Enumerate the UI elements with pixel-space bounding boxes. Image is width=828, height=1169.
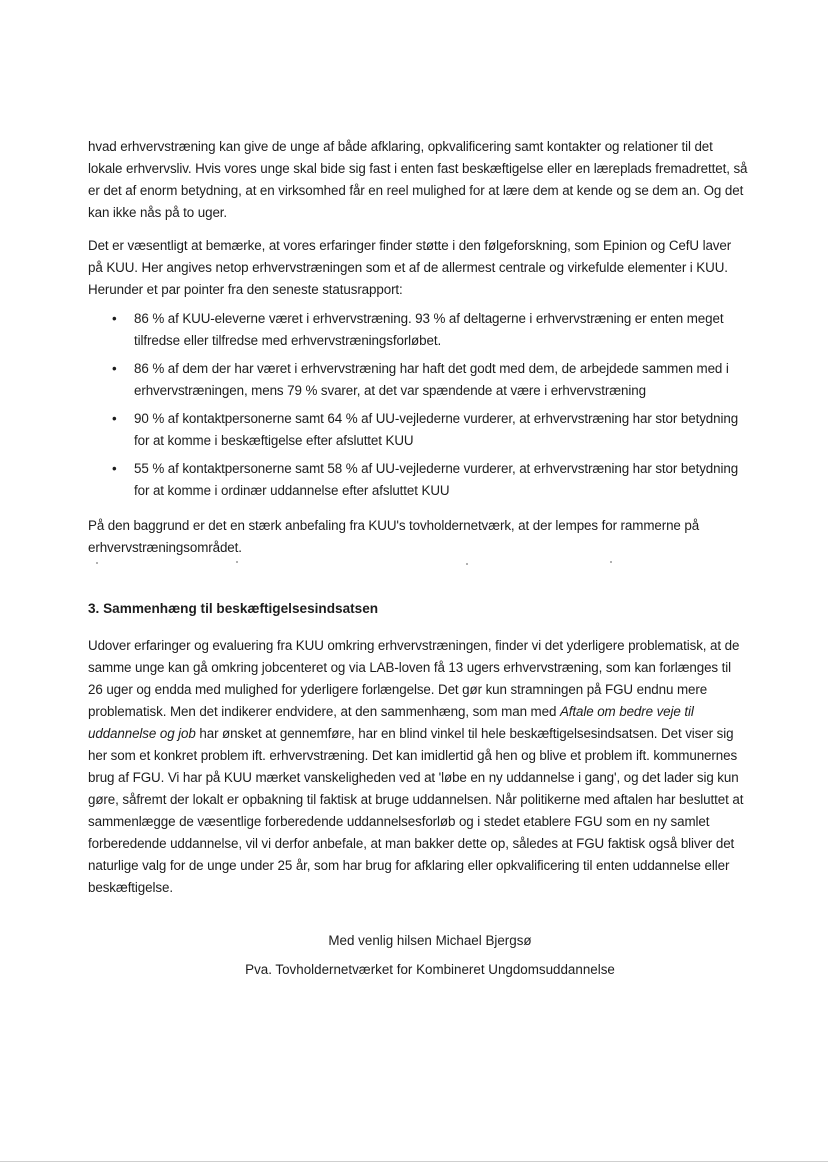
list-item-text: 86 % af dem der har været i erhvervstræning har haft det godt med dem, de arbejdede sammen med i erhvervstræningen, mens 79 % svarer, at det var spændende at være i erhvervstræning <box>134 361 729 398</box>
scan-edge-line <box>0 1161 828 1162</box>
paragraph-foelgeforskning: Det er væsentligt at bemærke, at vores erfaringer finder støtte i den følgeforskning, som Epinion og CefU laver på KUU. Her angives netop erhvervstræningen som et af de allermest centrale og virkefulde elementer i KUU. Herunder et par pointer fra den seneste statusrapport: <box>88 238 732 297</box>
scan-speck <box>466 563 468 565</box>
closing-greeting: Med venlig hilsen Michael Bjergsø <box>328 933 532 948</box>
list-item <box>88 408 748 452</box>
paragraph-text: har ønsket at gennemføre, har en blind vinkel til hele beskæftigelsesindsatsen. Det viser sig her som et konkret problem ift. erhvervstræning. Det kan imidlertid gå hen og blive et problem ift. kommunernes brug af FGU. Vi har på KUU mærket vanskeligheden ved at 'løbe en ny uddannelse i gang', og det lader sig kun gøre, såfremt der lokalt er opbakning til faktisk at bruge uddannelsen. Når politikerne med aftalen har besluttet at sammenlægge de væsentlige forberedende uddannelsesforløb og i stedet etablere FGU som en ny samlet forberedende uddannelse, vil vi derfor anbefale, at man bakker dette op, således at FGU faktisk også bliver det naturlige valg for de unge under 25 år, som har brug for afklaring eller opkvalificering til enten uddannelse eller beskæftigelse. <box>88 726 744 895</box>
paragraph-italic-title: Aftale om bedre veje til uddannelse og job <box>88 704 694 741</box>
list-item <box>88 358 748 402</box>
scan-speck <box>96 562 98 564</box>
bullet-dot-icon: • <box>112 361 117 376</box>
scan-speck <box>610 561 612 563</box>
paragraph-beskaeftigelsesindsats <box>88 635 748 899</box>
scan-speck <box>236 561 238 563</box>
paragraph-afklaring: hvad erhvervstræning kan give de unge af både afklaring, opkvalificering samt kontakter og relationer til det lokale erhvervsliv. Hvis vores unge skal bide sig fast i enten fast beskæftigelse eller en læreplads fremadrettet, så er det af enorm betydning, at en virksomhed får en reel mulighed for at lære dem at kende og se dem an. Og det kan ikke nås på to uger. <box>88 139 748 220</box>
closing-organisation: Pva. Tovholdernetværket for Kombineret Ungdomsuddannelse <box>245 962 615 977</box>
list-item-text: 90 % af kontaktpersonerne samt 64 % af UU-vejlederne vurderer, at erhvervstræning har stor betydning for at komme i beskæftigelse efter afsluttet KUU <box>134 411 739 448</box>
list-item <box>88 308 748 352</box>
list-item-text: 55 % af kontaktpersonerne samt 58 % af UU-vejlederne vurderer, at erhvervstræning har stor betydning for at komme i ordinær uddannelse efter afsluttet KUU <box>134 461 739 498</box>
bullet-dot-icon: • <box>112 461 117 476</box>
section-heading: 3. Sammenhæng til beskæftigelsesindsatsen <box>88 601 379 616</box>
paragraph-text: Udover erfaringer og evaluering fra KUU omkring erhvervstræningen, finder vi det yderligere problematisk, at de samme unge kan gå omkring jobcenteret og via LAB-loven få 13 ugers erhvervstræning, som kan forlænges til 26 uger og endda med mulighed for yderligere forlængelse. Det gør kun stramningen på FGU endnu mere problematisk. Men det indikerer endvidere, at den sammenhæng, som man med <box>88 638 740 719</box>
bullet-dot-icon: • <box>112 411 117 426</box>
list-item <box>88 458 748 502</box>
list-item-text: 86 % af KUU-eleverne været i erhvervstræning. 93 % af deltagerne i erhvervstræning er enten meget tilfredse eller tilfredse med erhvervstræningsforløbet. <box>134 311 724 348</box>
bullet-dot-icon: • <box>112 311 117 326</box>
statusrapport-bullet-list <box>88 308 748 508</box>
paragraph-anbefaling: På den baggrund er det en stærk anbefaling fra KUU's tovholdernetværk, at der lempes for rammerne på erhvervstræningsområdet. <box>88 518 700 555</box>
